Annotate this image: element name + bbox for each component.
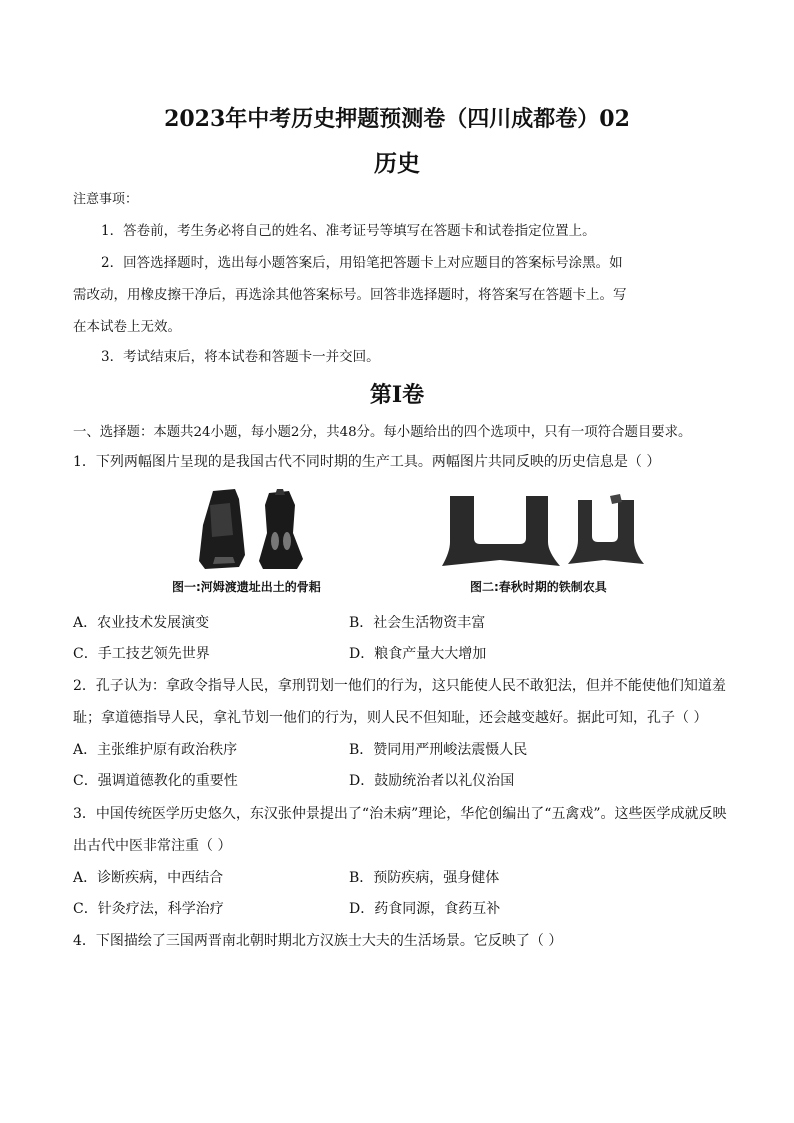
- question-stem: 出古代中医非常注重（ ）: [73, 838, 232, 854]
- option-d[interactable]: D．鼓励统治者以礼仪治国: [349, 773, 515, 789]
- option-c[interactable]: C．针灸疗法，科学治疗: [73, 901, 224, 917]
- option-b[interactable]: B．社会生活物资丰富: [349, 615, 486, 631]
- option-b[interactable]: B．预防疾病，强身健体: [349, 870, 500, 886]
- option-c[interactable]: C．手工技艺领先世界: [73, 646, 210, 662]
- question-stem: 3．中国传统医学历史悠久，东汉张仲景提出了“治未病”理论，华佗创编出了“五禽戏”。这些医学成就反映: [73, 806, 727, 822]
- question-stem: 耻；拿道德指导人民，拿礼节划一他们的行为，则人民不但知耻，还会越变越好。据此可知，孔子（ ）: [73, 710, 708, 726]
- question-stem: 4．下图描绘了三国两晋南北朝时期北方汉族士大夫的生活场景。它反映了（ ）: [73, 933, 563, 949]
- option-a[interactable]: A．诊断疾病，中西结合: [73, 870, 224, 886]
- option-c[interactable]: C．强调道德教化的重要性: [73, 773, 238, 789]
- option-d[interactable]: D．药食同源，食药互补: [349, 901, 501, 917]
- question-stem: 1．下列两幅图片呈现的是我国古代不同时期的生产工具。两幅图片共同反映的历史信息是（ ）: [73, 454, 661, 470]
- section-instruction: 一、选择题：本题共24小题，每小题2分，共48分。每小题给出的四个选项中，只有一项符合题目要求。: [73, 425, 692, 440]
- bone-spade-image: [195, 485, 325, 573]
- figure-caption: 图二:春秋时期的铁制农具: [470, 580, 607, 594]
- subject-title: 历史: [374, 150, 420, 177]
- notice-item: 在本试卷上无效。: [73, 319, 181, 335]
- notice-label: 注意事项：: [73, 192, 139, 207]
- figure-caption: 图一:河姆渡遗址出土的骨耜: [172, 580, 321, 594]
- option-a[interactable]: A．主张维护原有政治秩序: [73, 742, 238, 758]
- iron-tools-image: [440, 490, 660, 570]
- option-d[interactable]: D．粮食产量大大增加: [349, 646, 487, 662]
- page-title: 2023年中考历史押题预测卷（四川成都卷）02: [164, 106, 630, 132]
- option-a[interactable]: A．农业技术发展演变: [73, 615, 210, 631]
- notice-item: 2．回答选择题时，选出每小题答案后，用铅笔把答题卡上对应题目的答案标号涂黑。如: [101, 255, 623, 271]
- section-title: 第Ⅰ卷: [369, 382, 425, 408]
- notice-item: 1．答卷前，考生务必将自己的姓名、准考证号等填写在答题卡和试卷指定位置上。: [101, 223, 596, 239]
- notice-item: 需改动，用橡皮擦干净后，再选涂其他答案标号。回答非选择题时，将答案写在答题卡上。写: [73, 287, 627, 303]
- option-b[interactable]: B．赞同用严刑峻法震慑人民: [349, 742, 528, 758]
- question-stem: 2．孔子认为：拿政令指导人民，拿刑罚划一他们的行为，这只能使人民不敢犯法，但并不能使他们知道羞: [73, 678, 726, 694]
- notice-item: 3．考试结束后，将本试卷和答题卡一并交回。: [101, 349, 380, 365]
